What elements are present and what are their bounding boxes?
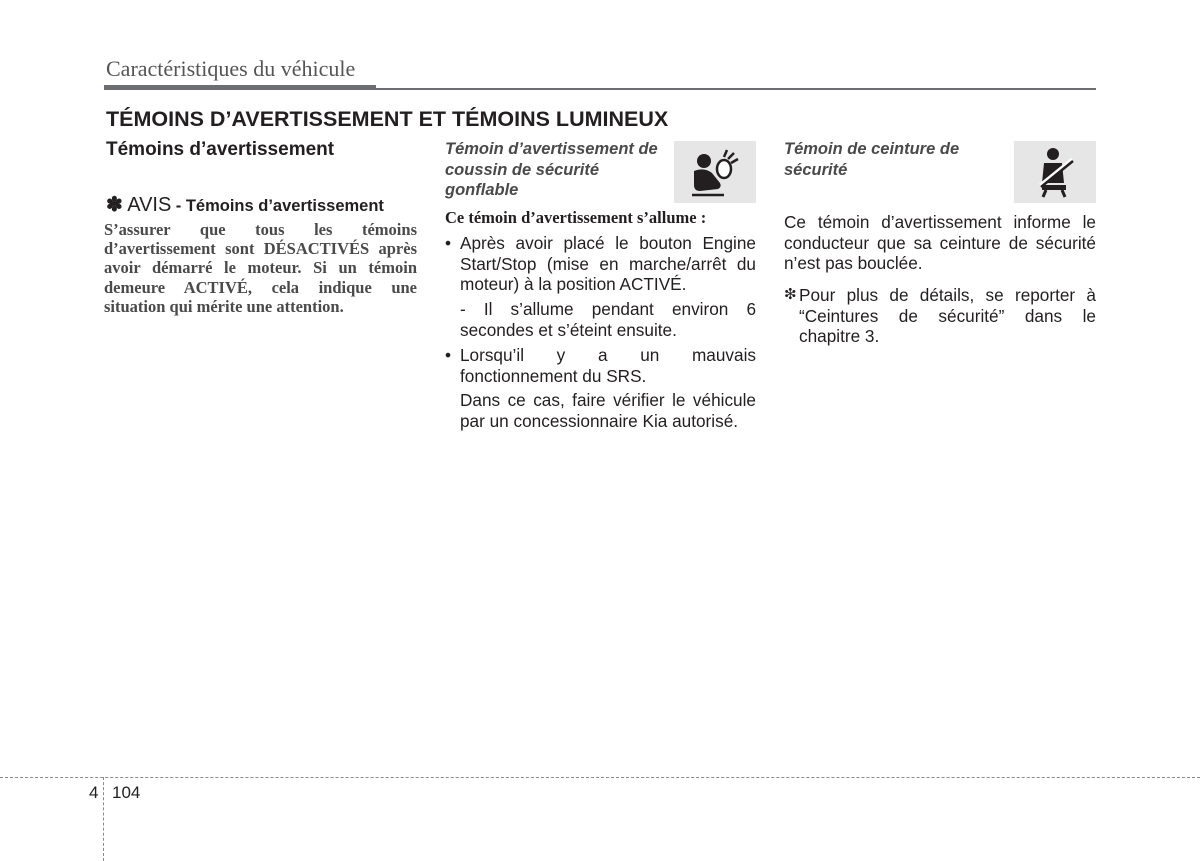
- seatbelt-warning-icon: [1014, 141, 1096, 203]
- page-title: TÉMOINS D’AVERTISSEMENT ET TÉMOINS LUMINEUX: [106, 107, 669, 131]
- header-rule-thin: [376, 88, 1096, 90]
- bullet-icon: •: [445, 345, 452, 365]
- notice-heading: [106, 192, 384, 217]
- notice-subtitle: - Témoins d’avertissement: [175, 197, 384, 215]
- footer-margin-divider: [103, 777, 104, 861]
- header-rule-thick: [104, 85, 376, 90]
- airbag-subheading: Témoin d’avertissement de coussin de sécurité gonflable: [445, 140, 658, 199]
- bullet-subitem: - Il s’allume pendant environ 6 secondes et s’éteint ensuite.: [460, 299, 756, 340]
- running-header: Caractéristiques du véhicule: [106, 56, 356, 81]
- note-text: Pour plus de détails, se reporter à “Ceintures de sécurité” dans le chapitre 3.: [799, 285, 1096, 346]
- footer-divider: [0, 777, 1200, 778]
- notice-label: AVIS: [127, 194, 172, 216]
- airbag-lead: Ce témoin d’avertissement s’allume :: [445, 208, 707, 227]
- bullet-text: Après avoir placé le bouton Engine Start/Stop (mise en marche/arrêt du moteur) à la position ACTIVÉ.: [460, 233, 756, 294]
- seatbelt-subheading: Témoin de ceinture de sécurité: [784, 140, 960, 179]
- chapter-number: 4: [89, 783, 99, 802]
- notice-star-icon: ✽: [106, 194, 123, 216]
- warnings-heading: Témoins d’avertissement: [106, 139, 335, 160]
- seatbelt-note: [784, 285, 1096, 347]
- seatbelt-paragraph: Ce témoin d’avertissement informe le conducteur que sa ceinture de sécurité n’est pas bouclée.: [784, 212, 1096, 273]
- note-icon: ❇: [784, 286, 797, 303]
- list-item: [445, 345, 756, 386]
- notice-text: S’assurer que tous les témoins d’avertissement sont DÉSACTIVÉS après avoir démarré le moteur. Si un témoin demeure ACTIVÉ, cela indique une situation qui mérite une attention.: [104, 220, 417, 316]
- page-number: 104: [112, 783, 141, 802]
- list-item: [445, 233, 756, 295]
- airbag-warning-icon: [674, 141, 756, 203]
- bullet-icon: •: [445, 233, 452, 253]
- bullet-text: Lorsqu’il y a un mauvais fonctionnement du SRS.: [460, 345, 756, 386]
- bullet-continuation: Dans ce cas, faire vérifier le véhicule par un concessionnaire Kia autorisé.: [460, 390, 756, 431]
